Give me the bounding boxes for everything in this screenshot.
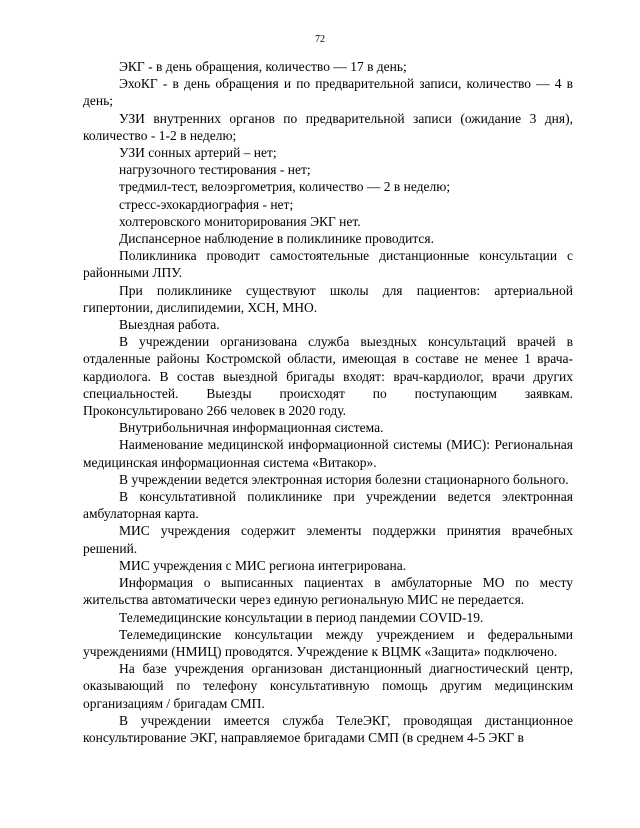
paragraph-diagnostic-center: На базе учреждения организован дистанционный диагностический центр, оказывающий по телефону консультативную помощь другим медицинским организациям / бригадам СМП. [83,661,573,711]
paragraph-mis-name: Наименование медицинской информационной системы (МИС): Региональная медицинская информационная система «Витакор». [83,437,573,470]
paragraph-carotid-ultrasound: УЗИ сонных артерий – нет; [119,145,277,161]
paragraph-electronic-history: В учреждении ведется электронная история болезни стационарного больного. [119,471,569,487]
paragraph-stress-testing: нагрузочного тестирования - нет; [119,162,311,178]
paragraph-info-system-heading: Внутрибольничная информационная система. [119,420,384,436]
body-text [83,58,573,746]
paragraph-electronic-card: В консультативной поликлинике при учреждении ведется электронная амбулаторная карта. [83,489,573,522]
paragraph-treadmill: тредмил-тест, велоэргометрия, количество — 2 в неделю; [119,179,451,195]
paragraph-field-service: В учреждении организована служба выездных консультаций врачей в отдаленные районы Костромской области, имеющая в составе не менее 1 врача-кардиолога. В состав выездной бригады входят: врач-кардиолог, врачи других специальностей. Выезды происходят по поступающим заявкам. Проконсультировано 266 человек в 2020 году. [83,334,573,419]
paragraph-remote-consult: Поликлиника проводит самостоятельные дистанционные консультации с районными ЛПУ. [83,248,573,281]
paragraph-telemed-heading: Телемедицинские консультации в период пандемии COVID-19. [119,609,484,625]
page-number: 72 [315,34,325,45]
paragraph-dispensary: Диспансерное наблюдение в поликлинике проводится. [119,231,435,247]
paragraph-patient-schools: При поликлинике существуют школы для пациентов: артериальной гипертонии, дислипидемии, ХСН, МНО. [83,282,573,315]
paragraph-holter: холтеровского мониторирования ЭКГ нет. [119,213,361,229]
paragraph-tele-ecg: В учреждении имеется служба ТелеЭКГ, проводящая дистанционное консультирование ЭКГ, направляемое бригадами СМП (в среднем 4-5 ЭКГ в [83,712,573,745]
paragraph-ecg: ЭКГ - в день обращения, количество — 17 в день; [119,59,407,74]
paragraph-mis-integration: МИС учреждения с МИС региона интегрирована. [119,557,407,573]
paragraph-ultrasound-internal: УЗИ внутренних органов по предварительной записи (ожидание 3 дня), количество - 1-2 в неделю; [83,110,573,143]
paragraph-field-work-heading: Выездная работа. [119,317,220,333]
paragraph-echocg: ЭхоКГ - в день обращения и по предварительной записи, количество — 4 в день; [83,76,573,109]
paragraph-telemed-federal: Телемедицинские консультации между учреждением и федеральными учреждениями (НМИЦ) проводятся. Учреждение к ВЦМК «Защита» подключено. [83,626,573,659]
paragraph-stress-echo: стресс-эхокардиография - нет; [119,196,294,212]
paragraph-decision-support: МИС учреждения содержит элементы поддержки принятия врачебных решений. [83,523,573,556]
paragraph-discharge-info: Информация о выписанных пациентах в амбулаторные МО по месту жительства автоматически через единую региональную МИС не передается. [83,575,573,608]
